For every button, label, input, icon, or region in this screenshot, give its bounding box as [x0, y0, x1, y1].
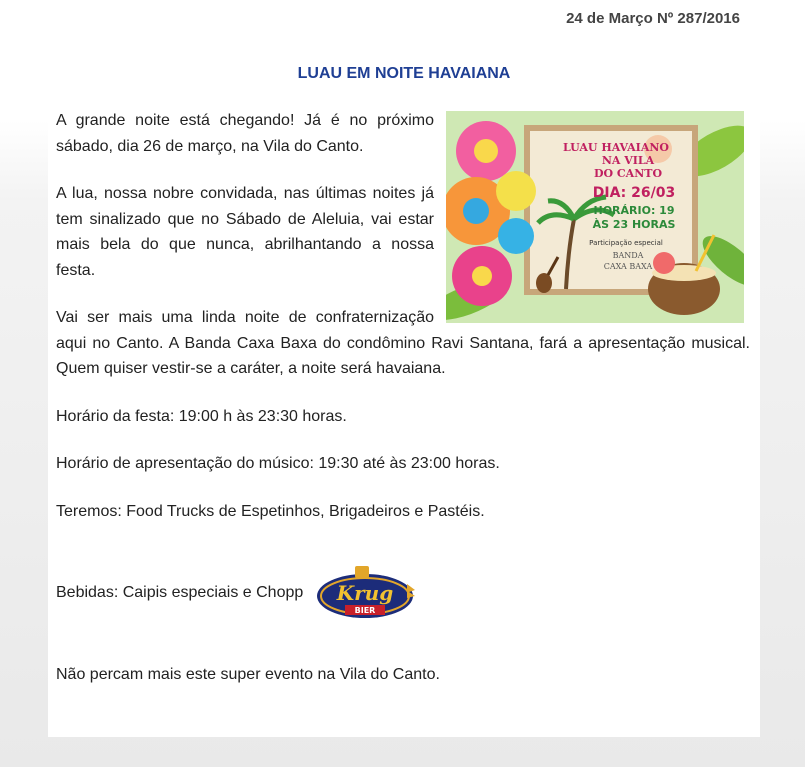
drinks-text: Bebidas: Caipis especiais e Chopp: [56, 584, 304, 602]
poster-band-line1: BANDA: [612, 251, 644, 260]
poster-title-line1: LUAU HAVAIANO: [562, 141, 670, 154]
paragraph: Vai ser mais uma linda noite de confraternização aqui no Canto. A Banda Caxa Baxa do condômino Ravi Santana, fará a apresentação musical. Quem quiser vestir-se a caráter, a noite será havaiana.: [56, 309, 750, 377]
issue-date: 24 de Março Nº 287/2016: [566, 10, 740, 27]
krug-sub: BIER: [354, 606, 376, 615]
paragraph: Teremos: Food Trucks de Espetinhos, Brigadeiros e Pastéis.: [56, 502, 485, 520]
poster-day: DIA: 26/03: [592, 185, 676, 201]
article-title: LUAU EM NOITE HAVAIANA: [297, 65, 511, 82]
poster-time-line2: ÀS 23 HORAS: [592, 218, 676, 231]
krug-bier-logo: [315, 564, 419, 622]
paragraph: Horário da festa: 19:00 h às 23:30 horas.: [56, 407, 347, 425]
poster-time-line1: HORÁRIO: 19: [593, 204, 675, 217]
drinks-row: [56, 564, 750, 622]
poster-title-line3: DO CANTO: [593, 167, 663, 180]
luau-poster-image: [446, 111, 744, 323]
article-body: [56, 108, 750, 710]
paragraph: A lua, nossa nobre convidada, nas últimas noites já tem sinalizado que no Sábado de Aleluia, vai estar mais bela do que nunca, abrilhantando a nossa festa.: [56, 185, 434, 279]
paragraph: Horário de apresentação do músico: 19:30 até às 23:00 horas.: [56, 455, 500, 472]
closing-paragraph: Não percam mais este super evento na Vila do Canto.: [56, 666, 440, 683]
paragraph: A grande noite está chegando! Já é no próximo sábado, dia 26 de março, na Vila do Canto.: [56, 112, 434, 155]
krug-brand: Krug: [337, 581, 394, 605]
article-card: [48, 44, 760, 737]
poster-title-line2: NA VILA: [601, 154, 655, 167]
poster-band-line2: CAXA BAXA: [603, 262, 653, 271]
poster-special-label: Participação especial: [589, 239, 663, 247]
